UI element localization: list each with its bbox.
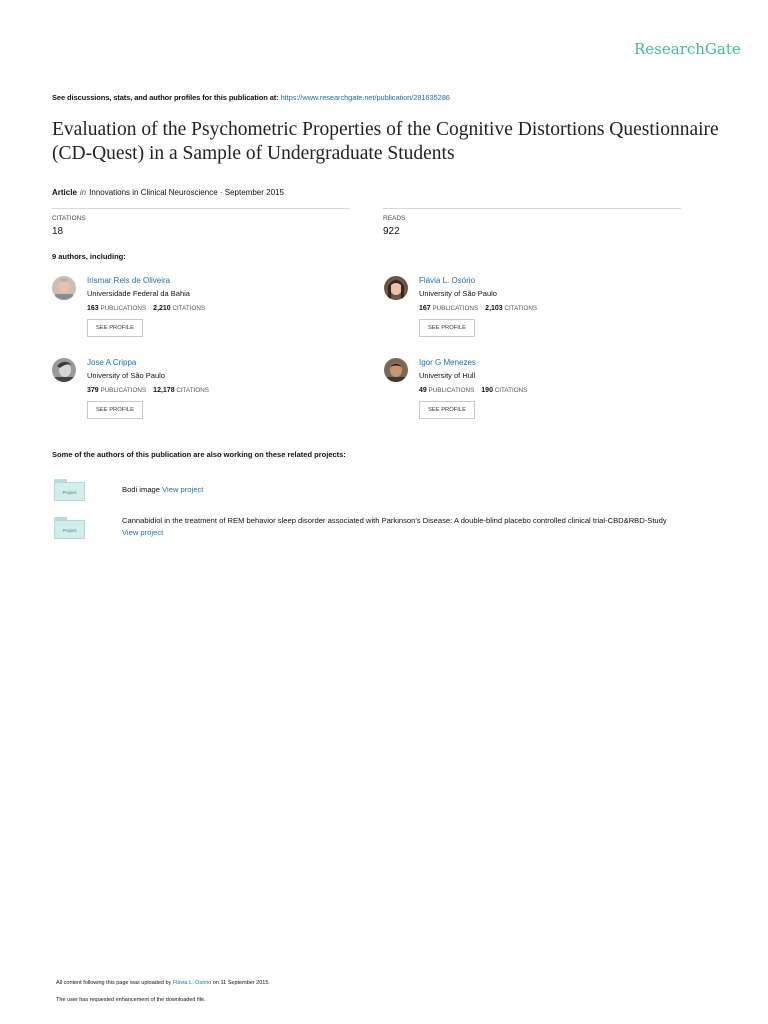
upload-suffix: on 11 September 2015. bbox=[212, 980, 270, 986]
researchgate-logo[interactable]: ResearchGate bbox=[634, 40, 741, 58]
paper-title: Evaluation of the Psychometric Properties of the Cognitive Distortions Questionnaire (CD-Quest) in a Sample of Undergraduate Students bbox=[52, 119, 719, 164]
project-badge: Project bbox=[54, 520, 85, 539]
see-profile-button[interactable]: SEE PROFILE bbox=[87, 319, 143, 337]
journal-name[interactable]: Innovations in Clinical Neuroscience · September 2015 bbox=[89, 188, 284, 197]
publications-count: 379 bbox=[87, 387, 99, 394]
divider-right bbox=[383, 208, 681, 209]
project-folder-icon bbox=[54, 479, 85, 501]
project-item bbox=[122, 516, 667, 537]
see-profile-button[interactable]: SEE PROFILE bbox=[419, 401, 475, 419]
author-institution: University of São Paulo bbox=[419, 289, 497, 298]
enhancement-note: The user has requested enhancement of the downloaded file. bbox=[56, 997, 206, 1003]
author-card bbox=[52, 276, 352, 346]
author-name-link[interactable]: Igor G Menezes bbox=[419, 358, 476, 367]
upload-note bbox=[56, 980, 270, 986]
publications-label: PUBLICATIONS bbox=[432, 305, 479, 312]
project-badge: Project bbox=[54, 482, 85, 501]
publications-count: 49 bbox=[419, 387, 427, 394]
reads-label: READS bbox=[383, 215, 406, 222]
publication-link-line bbox=[52, 93, 450, 102]
citations-label: CITATIONS bbox=[172, 305, 206, 312]
author-name-link[interactable]: Irismar Reis de Oliveira bbox=[87, 276, 171, 285]
author-card bbox=[384, 276, 684, 346]
project-title: Cannabidiol in the treatment of REM behavior sleep disorder associated with Parkinson's Disease: A double-blind placebo controlled clinical trial-CBD&RBD-Study bbox=[122, 516, 667, 525]
author-name-link[interactable]: Jose A Crippa bbox=[87, 358, 137, 367]
uploader-link[interactable]: Flávia L. Osório bbox=[172, 980, 212, 986]
article-type: Article bbox=[52, 188, 77, 197]
citations-label: CITATIONS bbox=[176, 387, 209, 394]
related-projects-heading: Some of the authors of this publication are also working on these related projects: bbox=[52, 450, 346, 459]
citations-label: CITATIONS bbox=[494, 387, 528, 394]
author-card bbox=[384, 358, 684, 428]
in-word: in bbox=[79, 188, 87, 197]
citations-count: 2,103 bbox=[485, 305, 503, 312]
citations-count: 12,178 bbox=[153, 387, 175, 394]
project-item bbox=[122, 485, 203, 494]
citations-value: 18 bbox=[52, 226, 64, 237]
see-profile-button[interactable]: SEE PROFILE bbox=[419, 319, 475, 337]
reads-value: 922 bbox=[383, 226, 400, 237]
citations-count: 190 bbox=[481, 387, 493, 394]
publications-count: 167 bbox=[419, 305, 431, 312]
author-stats bbox=[419, 305, 537, 312]
view-project-link[interactable]: View project bbox=[122, 528, 164, 537]
person-photo-icon[interactable] bbox=[384, 358, 408, 382]
person-photo-icon[interactable] bbox=[384, 276, 408, 300]
citations-count: 2,210 bbox=[153, 305, 171, 312]
project-folder-icon bbox=[54, 517, 85, 539]
upload-prefix: All content following this page was uploaded by bbox=[56, 980, 172, 986]
see-discussions-text: See discussions, stats, and author profiles for this publication at: bbox=[52, 93, 279, 102]
person-photo-icon[interactable] bbox=[52, 276, 76, 300]
paper-meta bbox=[52, 188, 284, 197]
publication-url-link[interactable]: https://www.researchgate.net/publication/281635286 bbox=[280, 93, 450, 102]
publications-label: PUBLICATIONS bbox=[428, 387, 475, 394]
person-photo-icon[interactable] bbox=[52, 358, 76, 382]
authors-heading: 9 authors, including: bbox=[52, 252, 126, 261]
author-card bbox=[52, 358, 352, 428]
author-stats bbox=[419, 387, 527, 394]
see-profile-button[interactable]: SEE PROFILE bbox=[87, 401, 143, 419]
author-institution: Universidade Federal da Bahia bbox=[87, 289, 190, 298]
publications-count: 163 bbox=[87, 305, 99, 312]
publications-label: PUBLICATIONS bbox=[100, 387, 147, 394]
author-name-link[interactable]: Flávia L. Osório bbox=[419, 276, 476, 285]
citations-label: CITATIONS bbox=[504, 305, 538, 312]
project-title: Bodi image bbox=[122, 485, 160, 494]
view-project-link[interactable]: View project bbox=[162, 485, 204, 494]
author-institution: University of Hull bbox=[419, 371, 476, 380]
divider-left bbox=[52, 208, 350, 209]
publications-label: PUBLICATIONS bbox=[100, 305, 147, 312]
citations-label: CITATIONS bbox=[52, 215, 86, 222]
author-stats bbox=[87, 387, 209, 394]
author-institution: University of São Paulo bbox=[87, 371, 165, 380]
author-stats bbox=[87, 305, 205, 312]
